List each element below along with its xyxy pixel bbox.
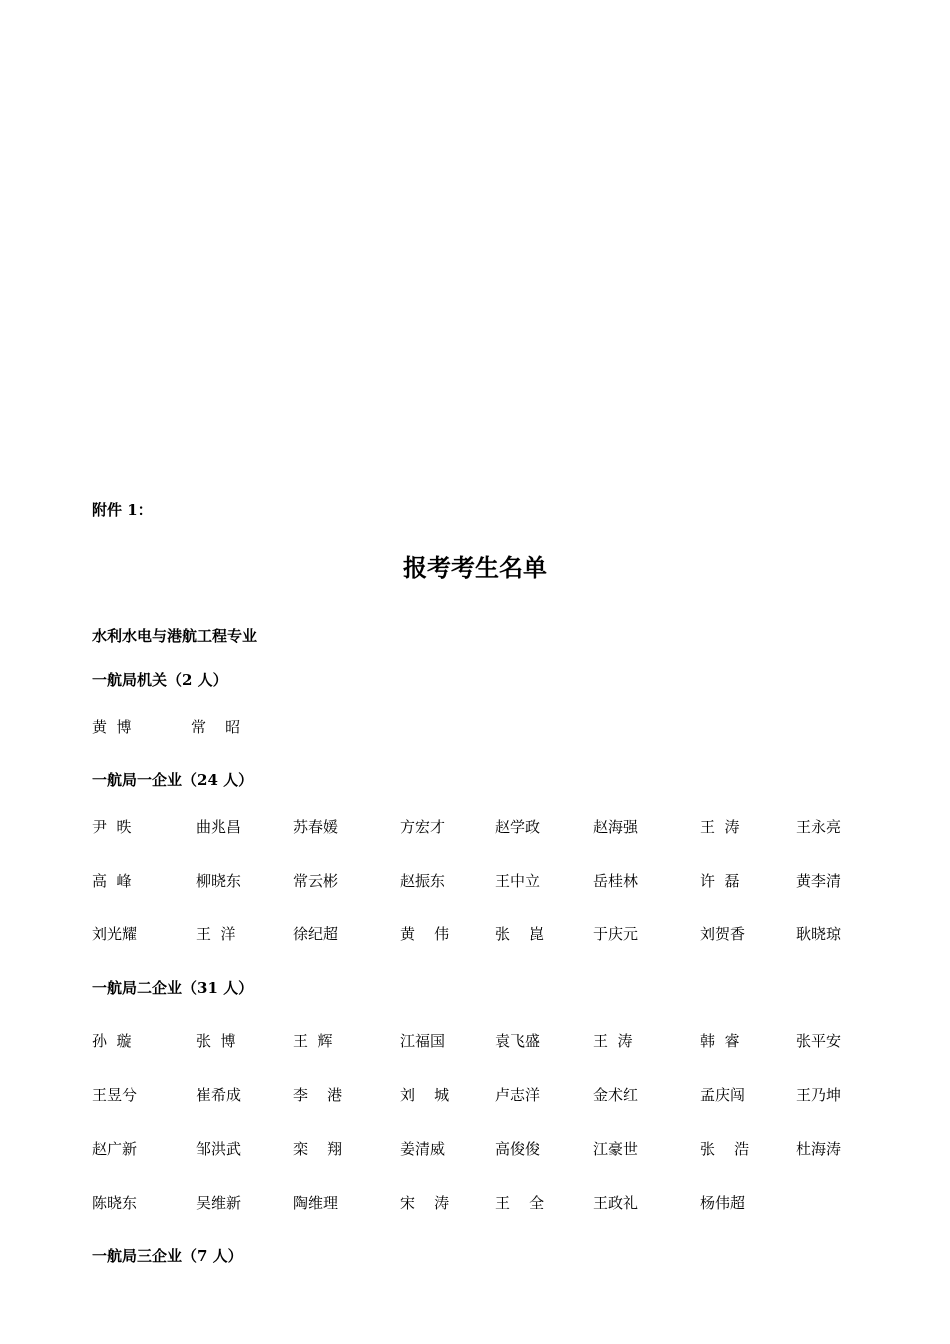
- candidate-name: 张 崑: [495, 925, 545, 943]
- candidate-name: 苏春媛: [293, 818, 339, 836]
- candidate-name: 耿晓琼: [796, 925, 842, 943]
- name-row: [92, 924, 892, 946]
- candidate-name: 杜海涛: [796, 1140, 842, 1158]
- group-heading: 一航局机关（2 人）: [92, 671, 228, 689]
- candidate-name: 王 辉: [293, 1032, 333, 1050]
- candidate-name: 王 全: [495, 1194, 545, 1212]
- candidate-name: 江福国: [400, 1032, 446, 1050]
- candidate-name: 宋 涛: [400, 1194, 450, 1212]
- candidate-name: 袁飞盛: [495, 1032, 541, 1050]
- page-title: 报考考生名单: [403, 553, 547, 582]
- candidate-name: 韩 睿: [700, 1032, 740, 1050]
- candidate-name: 王永亮: [796, 818, 842, 836]
- attachment-label: 附件 1：: [92, 501, 153, 519]
- candidate-name: 常 昭: [191, 718, 241, 736]
- candidate-name: 张 浩: [700, 1140, 750, 1158]
- candidate-name: 黄 伟: [400, 925, 450, 943]
- candidate-name: 黄 博: [92, 718, 132, 736]
- candidate-name: 金术红: [593, 1086, 639, 1104]
- candidate-name: 于庆元: [593, 925, 639, 943]
- candidate-name: 卢志洋: [495, 1086, 541, 1104]
- candidate-name: 陈晓东: [92, 1194, 138, 1212]
- candidate-name: 徐纪超: [293, 925, 339, 943]
- candidate-name: 杨伟超: [700, 1194, 746, 1212]
- name-row: [92, 1085, 892, 1107]
- candidate-name: 王中立: [495, 872, 541, 890]
- candidate-name: 赵学政: [495, 818, 541, 836]
- candidate-name: 许 磊: [700, 872, 740, 890]
- candidate-name: 吴维新: [196, 1194, 242, 1212]
- candidate-name: 姜清威: [400, 1140, 446, 1158]
- candidate-name: 方宏才: [400, 818, 446, 836]
- candidate-name: 王 涛: [700, 818, 740, 836]
- name-row: [92, 1139, 892, 1161]
- candidate-name: 刘光耀: [92, 925, 138, 943]
- candidate-name: 黄李清: [796, 872, 842, 890]
- candidate-name: 陶维理: [293, 1194, 339, 1212]
- name-row: [92, 1031, 892, 1053]
- candidate-name: 王 洋: [196, 925, 236, 943]
- group-heading: 一航局三企业（7 人）: [92, 1247, 243, 1265]
- candidate-name: 王乃坤: [796, 1086, 842, 1104]
- candidate-name: 孟庆闯: [700, 1086, 746, 1104]
- candidate-name: 赵广新: [92, 1140, 138, 1158]
- candidate-name: 张 博: [196, 1032, 236, 1050]
- candidate-name: 栾 翔: [293, 1140, 343, 1158]
- candidate-name: 岳桂林: [593, 872, 639, 890]
- name-row: [92, 1193, 892, 1215]
- candidate-name: 常云彬: [293, 872, 339, 890]
- candidate-name: 尹 昳: [92, 818, 132, 836]
- candidate-name: 赵振东: [400, 872, 446, 890]
- candidate-name: 张平安: [796, 1032, 842, 1050]
- candidate-name: 孙 璇: [92, 1032, 132, 1050]
- candidate-name: 曲兆昌: [196, 818, 242, 836]
- major-heading: 水利水电与港航工程专业: [92, 627, 258, 645]
- candidate-name: 赵海强: [593, 818, 639, 836]
- name-row: [92, 817, 892, 839]
- candidate-name: 刘贺香: [700, 925, 746, 943]
- candidate-name: 高 峰: [92, 872, 132, 890]
- candidate-name: 江豪世: [593, 1140, 639, 1158]
- name-row: [92, 717, 892, 739]
- candidate-name: 王昱兮: [92, 1086, 138, 1104]
- candidate-name: 崔希成: [196, 1086, 242, 1104]
- name-row: [92, 871, 892, 893]
- candidate-name: 王政礼: [593, 1194, 639, 1212]
- candidate-name: 刘 城: [400, 1086, 450, 1104]
- candidate-name: 李 港: [293, 1086, 343, 1104]
- candidate-name: 王 涛: [593, 1032, 633, 1050]
- candidate-name: 高俊俊: [495, 1140, 541, 1158]
- group-heading: 一航局一企业（24 人）: [92, 771, 254, 789]
- group-heading: 一航局二企业（31 人）: [92, 979, 254, 997]
- candidate-name: 柳晓东: [196, 872, 242, 890]
- candidate-name: 邹洪武: [196, 1140, 242, 1158]
